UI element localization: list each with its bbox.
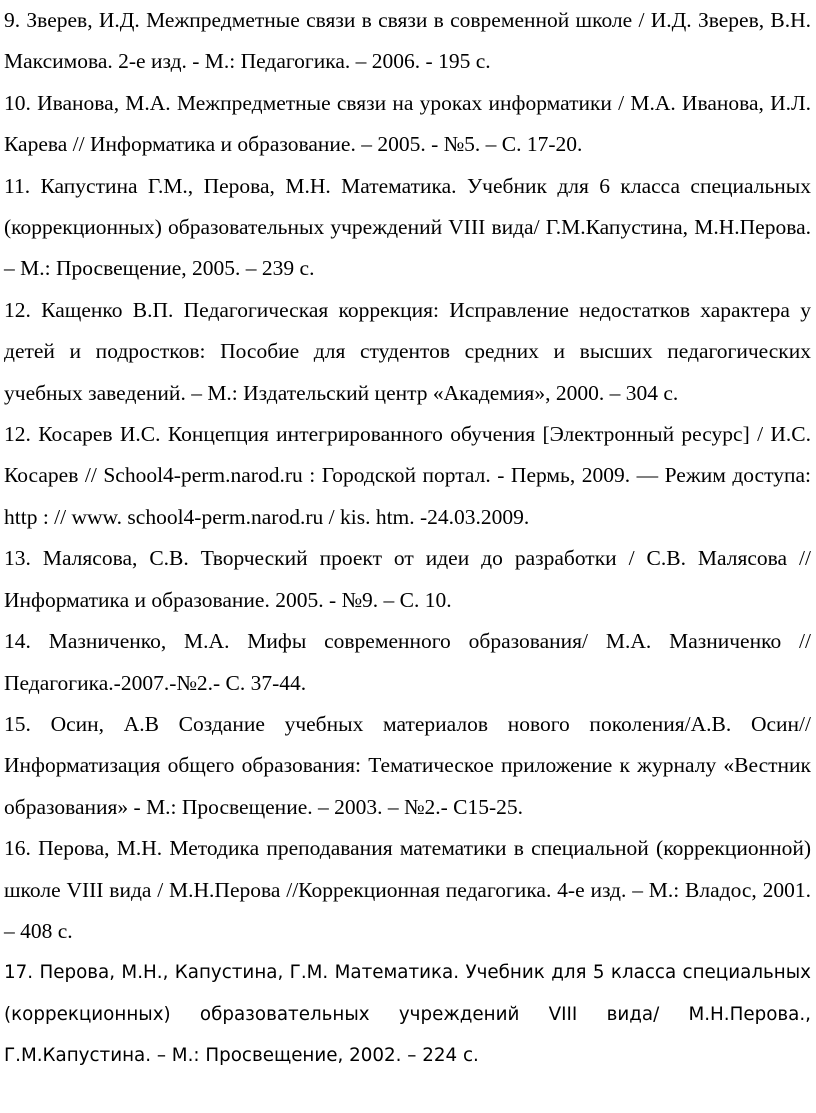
- reference-item-15: 15. Осин, А.В Создание учебных материалов нового поколения/А.В. Осин// Информатизация общего образования: Тематическое приложение к журналу «Вестник образования» - М.: Просвещение. – 2003. – №2.- С15-25.: [4, 711, 811, 819]
- reference-item-10: 10. Иванова, М.А. Межпредметные связи на уроках информатики / М.А. Иванова, И.Л. Карева // Информатика и образование. – 2005. - №5. – С. 17-20.: [4, 90, 811, 157]
- reference-item-16: 16. Перова, М.Н. Методика преподавания математики в специальной (коррекционной) школе VIII вида / М.Н.Перова //Коррекционная педагогика. 4-е изд. – М.: Владос, 2001. – 408 с.: [4, 836, 811, 943]
- reference-item-12a: 12. Кащенко В.П. Педагогическая коррекция: Исправление недостатков характера у детей и подростков: Пособие для студентов средних и высших педагогических учебных заведений. – М.: Издательский центр «Академия», 2000. – 304 с.: [4, 297, 811, 405]
- reference-item-17: 17. Перова, М.Н., Капустина, Г.М. Математика. Учебник для 5 класса специальных (коррекционных) образовательных учреждений VIII вида/ М.Н.Перова., Г.М.Капустина. – М.: Просвещение, 2002. – 224 с.: [4, 962, 811, 1067]
- document-page: [4, 0, 811, 1077]
- reference-item-11: 11. Капустина Г.М., Перова, М.Н. Математика. Учебник для 6 класса специальных (коррекционных) образовательных учреждений VIII вида/ Г.М.Капустина, М.Н.Перова. – М.: Просвещение, 2005. – 239 с.: [4, 173, 811, 281]
- reference-item-9: 9. Зверев, И.Д. Межпредметные связи в связи в современной школе / И.Д. Зверев, В.Н. Максимова. 2-е изд. - М.: Педагогика. – 2006. - 195 с.: [4, 8, 811, 74]
- reference-item-14: 14. Мазниченко, М.А. Мифы современного образования/ М.А. Мазниченко // Педагогика.-2007.-№2.- С. 37-44.: [4, 629, 811, 695]
- reference-item-12b: 12. Косарев И.С. Концепция интегрированного обучения [Электронный ресурс] / И.С. Косарев // School4-perm.narod.ru : Городской портал. - Пермь, 2009. — Режим доступа: http : // www. school4-perm.narod.ru / kis. htm. -24.03.2009.: [4, 422, 811, 529]
- reference-item-13: 13. Малясова, С.В. Творческий проект от идеи до разработки / С.В. Малясова // Информатика и образование. 2005. - №9. – С. 10.: [4, 546, 811, 612]
